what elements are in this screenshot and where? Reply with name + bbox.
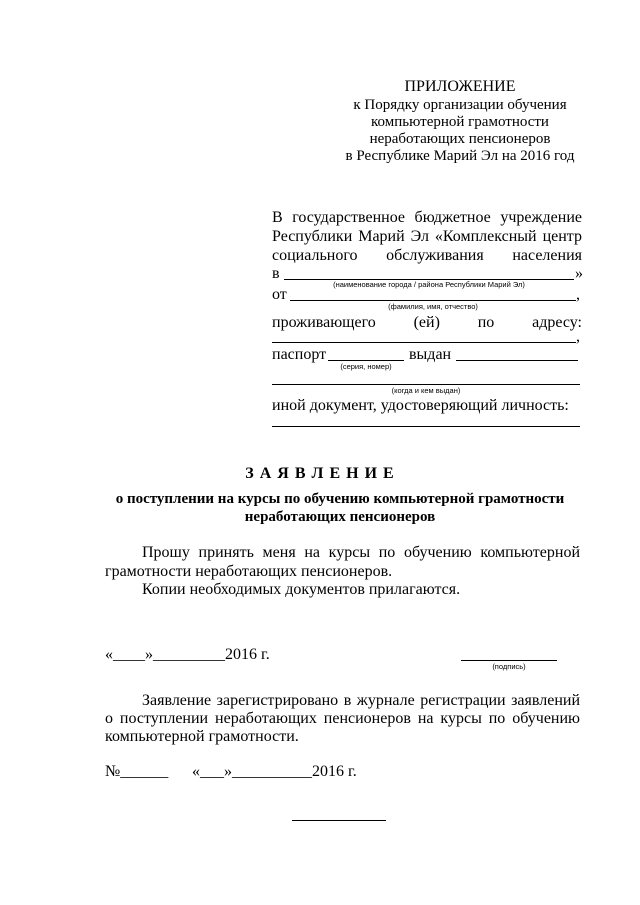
- statement-body-2: грамотности неработающих пенсионеров.: [105, 563, 393, 580]
- hint-signature: (подпись): [492, 662, 526, 671]
- appendix-line-2: компьютерной грамотности: [371, 114, 549, 130]
- statement-subtitle-1: о поступлении на курсы по обучению компьютерной грамотности: [115, 491, 565, 507]
- statement-subtitle-2: неработающих пенсионеров: [244, 509, 436, 525]
- hint-series: (серия, номер): [340, 362, 392, 371]
- addressee-closing-quote: »: [575, 265, 583, 282]
- address-field-line[interactable]: [272, 342, 576, 343]
- from-comma: ,: [576, 286, 580, 303]
- appendix-line-4: в Республике Марий Эл на 2016 год: [345, 148, 575, 164]
- footer-separator: [292, 820, 386, 821]
- addressee-line-1: В государственное бюджетное учреждение: [272, 209, 582, 226]
- addressee-line-3: социального обслуживания населения: [272, 247, 582, 264]
- passport-label: паспорт: [272, 346, 327, 363]
- hint-city: (наименование города / района Республики Марий Эл): [333, 280, 525, 289]
- passport-issued-line[interactable]: [456, 360, 578, 361]
- appendix-line-1: к Порядку организации обучения: [353, 97, 567, 113]
- passport-series-line[interactable]: [328, 360, 404, 361]
- name-field-line[interactable]: [290, 300, 576, 301]
- statement-body-3: Копии необходимых документов прилагаются.: [142, 581, 461, 598]
- registration-number: №______: [105, 763, 169, 780]
- registration-line-2: о поступлении неработающих пенсионеров на курсы по обучению: [105, 710, 580, 727]
- registration-date: «___»__________2016 г.: [192, 763, 357, 780]
- hint-issued: (когда и кем выдан): [391, 386, 461, 395]
- addressee-in-label: в: [272, 265, 280, 282]
- other-doc-label: иной документ, удостоверяющий личность:: [272, 397, 569, 414]
- registration-line-1: Заявление зарегистрировано в журнале регистрации заявлений: [142, 692, 580, 709]
- statement-date-line: «____»_________2016 г.: [105, 646, 270, 663]
- addressee-line-2: Республики Марий Эл «Комплексный центр: [272, 228, 582, 245]
- from-label: от: [272, 286, 287, 303]
- appendix-line-3: неработающих пенсионеров: [369, 131, 551, 147]
- hint-name: (фамилия, имя, отчество): [388, 302, 478, 311]
- registration-line-3: компьютерной грамотности.: [105, 728, 299, 745]
- issued-by-line[interactable]: [272, 384, 580, 385]
- other-doc-line[interactable]: [272, 426, 580, 427]
- signature-line[interactable]: [461, 660, 557, 661]
- address-comma: ,: [576, 328, 580, 345]
- residing-line: проживающего (ей) по адресу:: [272, 314, 582, 331]
- statement-title: З А Я В Л Е Н И Е: [245, 465, 395, 482]
- statement-body-1: Прошу принять меня на курсы по обучению компьютерной: [142, 544, 580, 561]
- appendix-title: ПРИЛОЖЕНИЕ: [404, 78, 516, 95]
- issued-label: выдан: [409, 346, 452, 363]
